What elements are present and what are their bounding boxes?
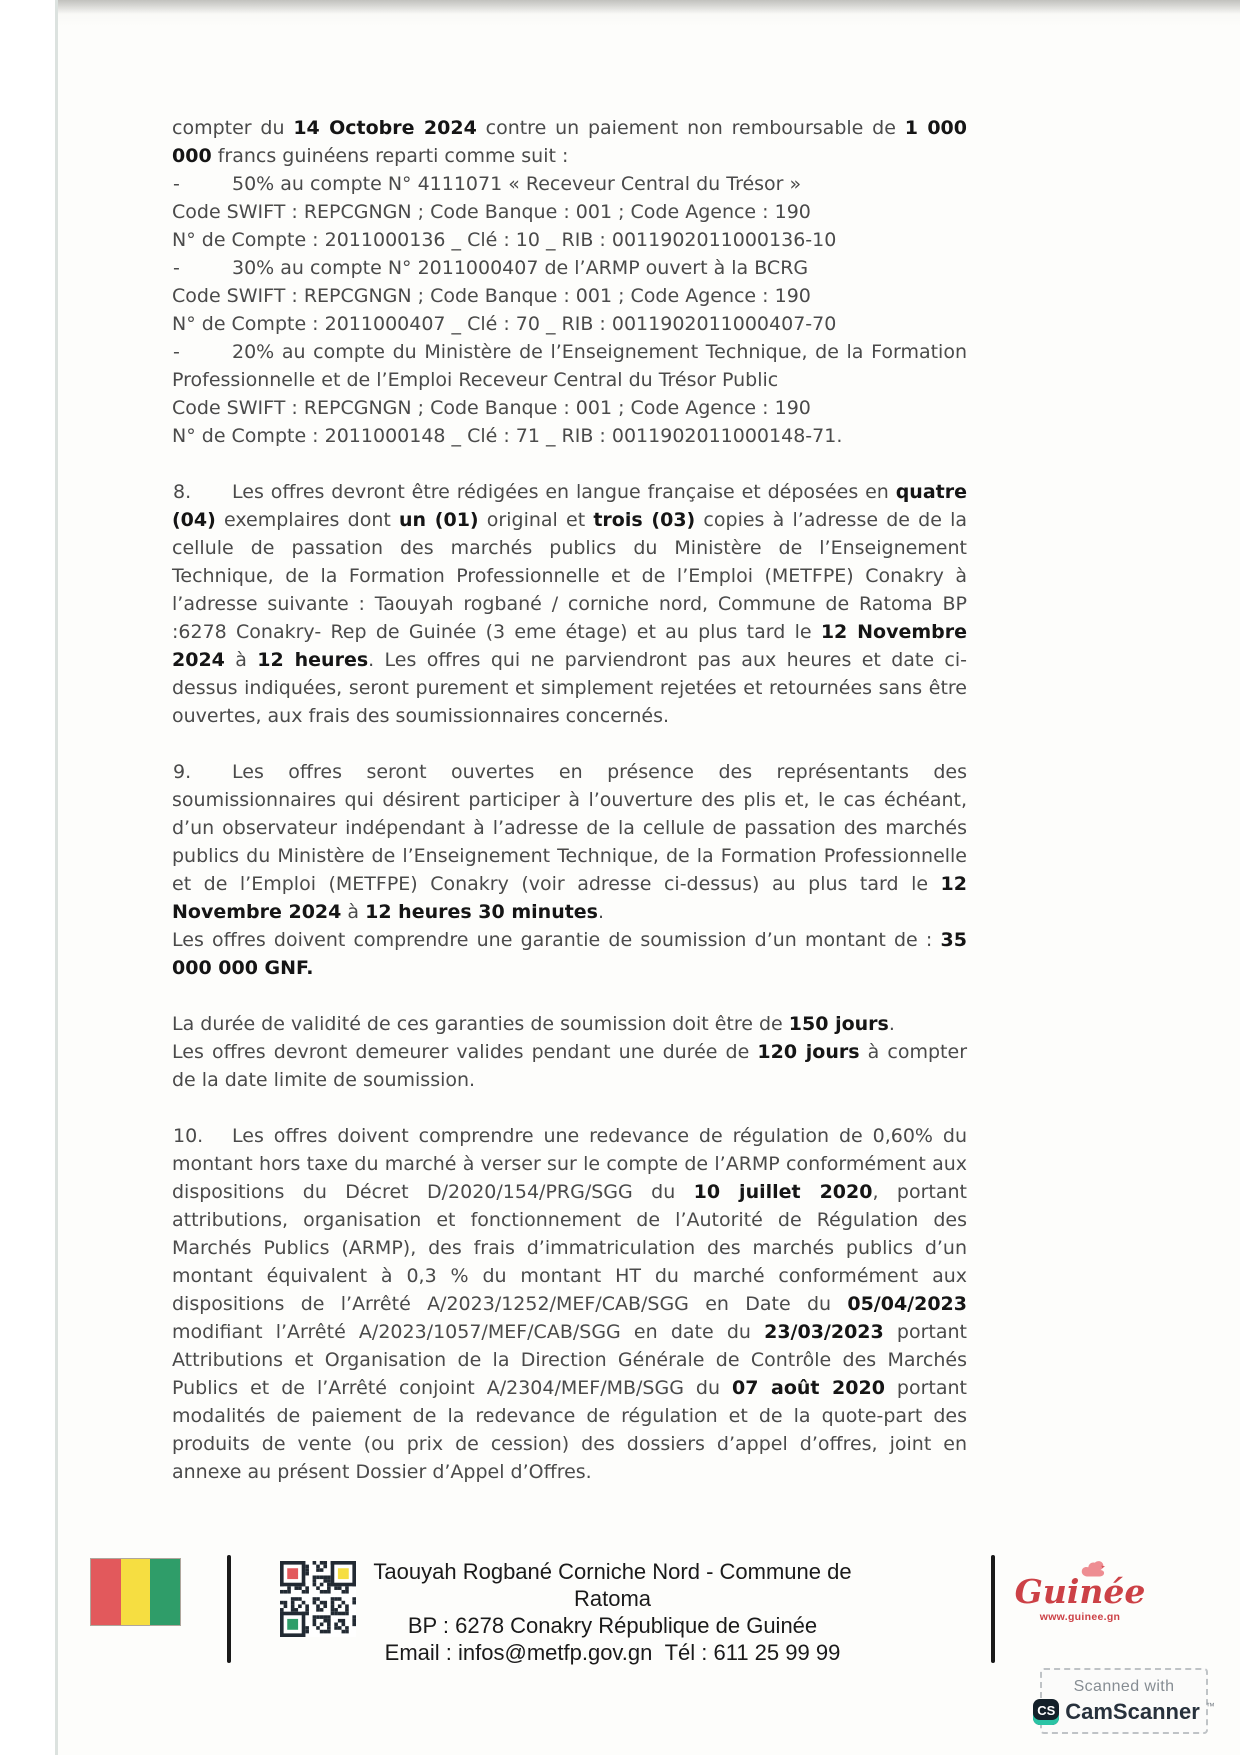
scan-edge-left — [0, 0, 58, 1755]
paragraph-marker: 9. — [173, 761, 192, 783]
camscanner-brand-row — [1033, 1699, 1215, 1725]
footer-address — [350, 1558, 875, 1666]
paragraph-text: compter du 14 Octobre 2024 contre un paiement non remboursable de 1 000 000 francs guinéens reparti comme suit : — [172, 117, 967, 167]
footer-letterhead — [0, 1553, 1240, 1678]
paragraph-marker: - — [173, 341, 180, 363]
paragraph-text: N° de Compte : 2011000407 _ Clé : 70 _ RIB : 0011902011000407-70 — [172, 313, 837, 335]
paragraph-text: La durée de validité de ces garanties de soumission doit être de 150 jours. — [172, 1013, 895, 1035]
paragraph-text: Les offres devront demeurer valides pendant une durée de 120 jours à compter de la date limite de soumission. — [172, 1041, 968, 1091]
bank-account-line-3 — [172, 422, 967, 450]
footer-divider — [227, 1555, 231, 1663]
paragraph-text: 20% au compte du Ministère de l’Enseignement Technique, de la Formation Professionnelle et de l’Emploi Receveur Central du Trésor Public — [172, 341, 967, 391]
spacer — [172, 450, 967, 478]
bank-swift-line-1 — [172, 198, 967, 226]
paragraph-text: N° de Compte : 2011000148 _ Clé : 71 _ RIB : 0011902011000148-71. — [172, 425, 843, 447]
camscanner-name: CamScanner — [1065, 1698, 1200, 1724]
paragraph-text: Code SWIFT : REPCGNGN ; Code Banque : 001 ; Code Agence : 190 — [172, 201, 811, 223]
address-line-1: Taouyah Rogbané Corniche Nord - Commune de Ratoma — [373, 1559, 852, 1611]
document-body — [172, 114, 967, 1486]
camscanner-badge — [1037, 1668, 1215, 1734]
spacer — [172, 1094, 967, 1122]
bank-item-30-percent — [172, 254, 967, 282]
paragraph-text: 30% au compte N° 2011000407 de l’ARMP ouvert à la BCRG — [232, 257, 809, 279]
bank-item-20-percent — [172, 338, 967, 394]
flag-stripe-green — [150, 1559, 180, 1625]
footer-divider — [991, 1555, 995, 1663]
camscanner-icon: CS — [1033, 1699, 1059, 1725]
paragraph-marker: 10. — [173, 1125, 204, 1147]
paragraph-marker: - — [173, 173, 180, 195]
camscanner-scanned-with-label: Scanned with — [1073, 1677, 1175, 1695]
flag-stripe-yellow — [121, 1559, 151, 1625]
camscanner-trademark: ™ — [1205, 1700, 1215, 1711]
guinee-logo-url: www.guinee.gn — [1039, 1611, 1121, 1623]
bank-account-line-2 — [172, 310, 967, 338]
spacer — [172, 982, 967, 1010]
paragraph-text: N° de Compte : 2011000136 _ Clé : 10 _ RIB : 0011902011000136-10 — [172, 229, 837, 251]
address-line-3: Email : infos@metfp.gov.gn Tél : 611 25 99 99 — [384, 1640, 841, 1665]
guinee-logo-text: Guinée — [1014, 1572, 1146, 1611]
paragraph-9 — [172, 758, 967, 926]
paragraph-10 — [172, 1122, 967, 1486]
address-line-2: BP : 6278 Conakry République de Guinée — [407, 1613, 818, 1638]
guinea-flag — [90, 1558, 181, 1626]
offer-validity-line — [172, 1038, 967, 1094]
paragraph-8 — [172, 478, 967, 730]
guinee-logo — [1012, 1559, 1148, 1623]
paragraph-text: Les offres devront être rédigées en langue française et déposées en quatre (04) exemplaires dont un (01) original et trois (03) copies à l’adresse de de la cellule de passation des marchés publics du Ministère de l’Enseignement Technique, de la Formation Professionnelle et de l’Emploi (METFPE) Conakry à l’adresse suivante : Taouyah rogbané / corniche nord, Commune de Ratoma BP :6278 Conakry- Rep de Guinée (3 eme étage) et au plus tard le 12 Novembre 2024 à 12 heures. Les offres qui ne parviendront pas aux heures et date ci-dessus indiquées, seront purement et simplement rejetées et retournées sans être ouvertes, aux frais des soumissionnaires concernés. — [172, 481, 968, 727]
guarantee-validity-line — [172, 1010, 967, 1038]
scan-edge-top — [0, 0, 1240, 14]
paragraph-text: Code SWIFT : REPCGNGN ; Code Banque : 001 ; Code Agence : 190 — [172, 397, 811, 419]
bid-guarantee-line — [172, 926, 967, 982]
spacer — [172, 730, 967, 758]
paragraph-text: 50% au compte N° 4111071 « Receveur Central du Trésor » — [232, 173, 802, 195]
flag-stripe-red — [91, 1559, 121, 1625]
paragraph-text: Les offres doivent comprendre une garantie de soumission d’un montant de : 35 000 000 GNF. — [172, 929, 967, 979]
bank-account-line-1 — [172, 226, 967, 254]
bank-item-50-percent — [172, 170, 967, 198]
paragraph-text: Code SWIFT : REPCGNGN ; Code Banque : 001 ; Code Agence : 190 — [172, 285, 811, 307]
intro-paragraph — [172, 114, 967, 170]
bank-swift-line-3 — [172, 394, 967, 422]
paragraph-text: Les offres doivent comprendre une redevance de régulation de 0,60% du montant hors taxe du marché à verser sur le compte de l’ARMP conformément aux dispositions du Décret D/2020/154/PRG/SGG du 10 juillet 2020, portant attributions, organisation et fonctionnement de l’Autorité de Régulation des Marchés Publics (ARMP), des frais d’immatriculation des marchés publics d’un montant équivalent à 0,3 % du montant HT du marché conformément aux dispositions de l’Arrêté A/2023/1252/MEF/CAB/SGG en Date du 05/04/2023 modifiant l’Arrêté A/2023/1057/MEF/CAB/SGG en date du 23/03/2023 portant Attributions et Organisation de la Direction Générale de Contrôle des Marchés Publics et de l’Arrêté conjoint A/2304/MEF/MB/SGG du 07 août 2020 portant modalités de paiement de la redevance de régulation et de la quote-part des produits de vente (ou prix de cession) des dossiers d’appel d’offres, joint en annexe au présent Dossier d’Appel d’Offres. — [172, 1125, 967, 1483]
paragraph-marker: 8. — [173, 481, 192, 503]
bank-swift-line-2 — [172, 282, 967, 310]
paragraph-text: Les offres seront ouvertes en présence des représentants des soumissionnaires qui désirent participer à l’ouverture des plis et, le cas échéant, d’un observateur indépendant à l’adresse de la cellule de passation des marchés publics du Ministère de l’Enseignement Technique, de la Formation Professionnelle et de l’Emploi (METFPE) Conakry (voir adresse ci-dessus) au plus tard le 12 Novembre 2024 à 12 heures 30 minutes. — [172, 761, 967, 923]
qr-code — [280, 1559, 356, 1639]
paragraph-marker: - — [173, 257, 180, 279]
